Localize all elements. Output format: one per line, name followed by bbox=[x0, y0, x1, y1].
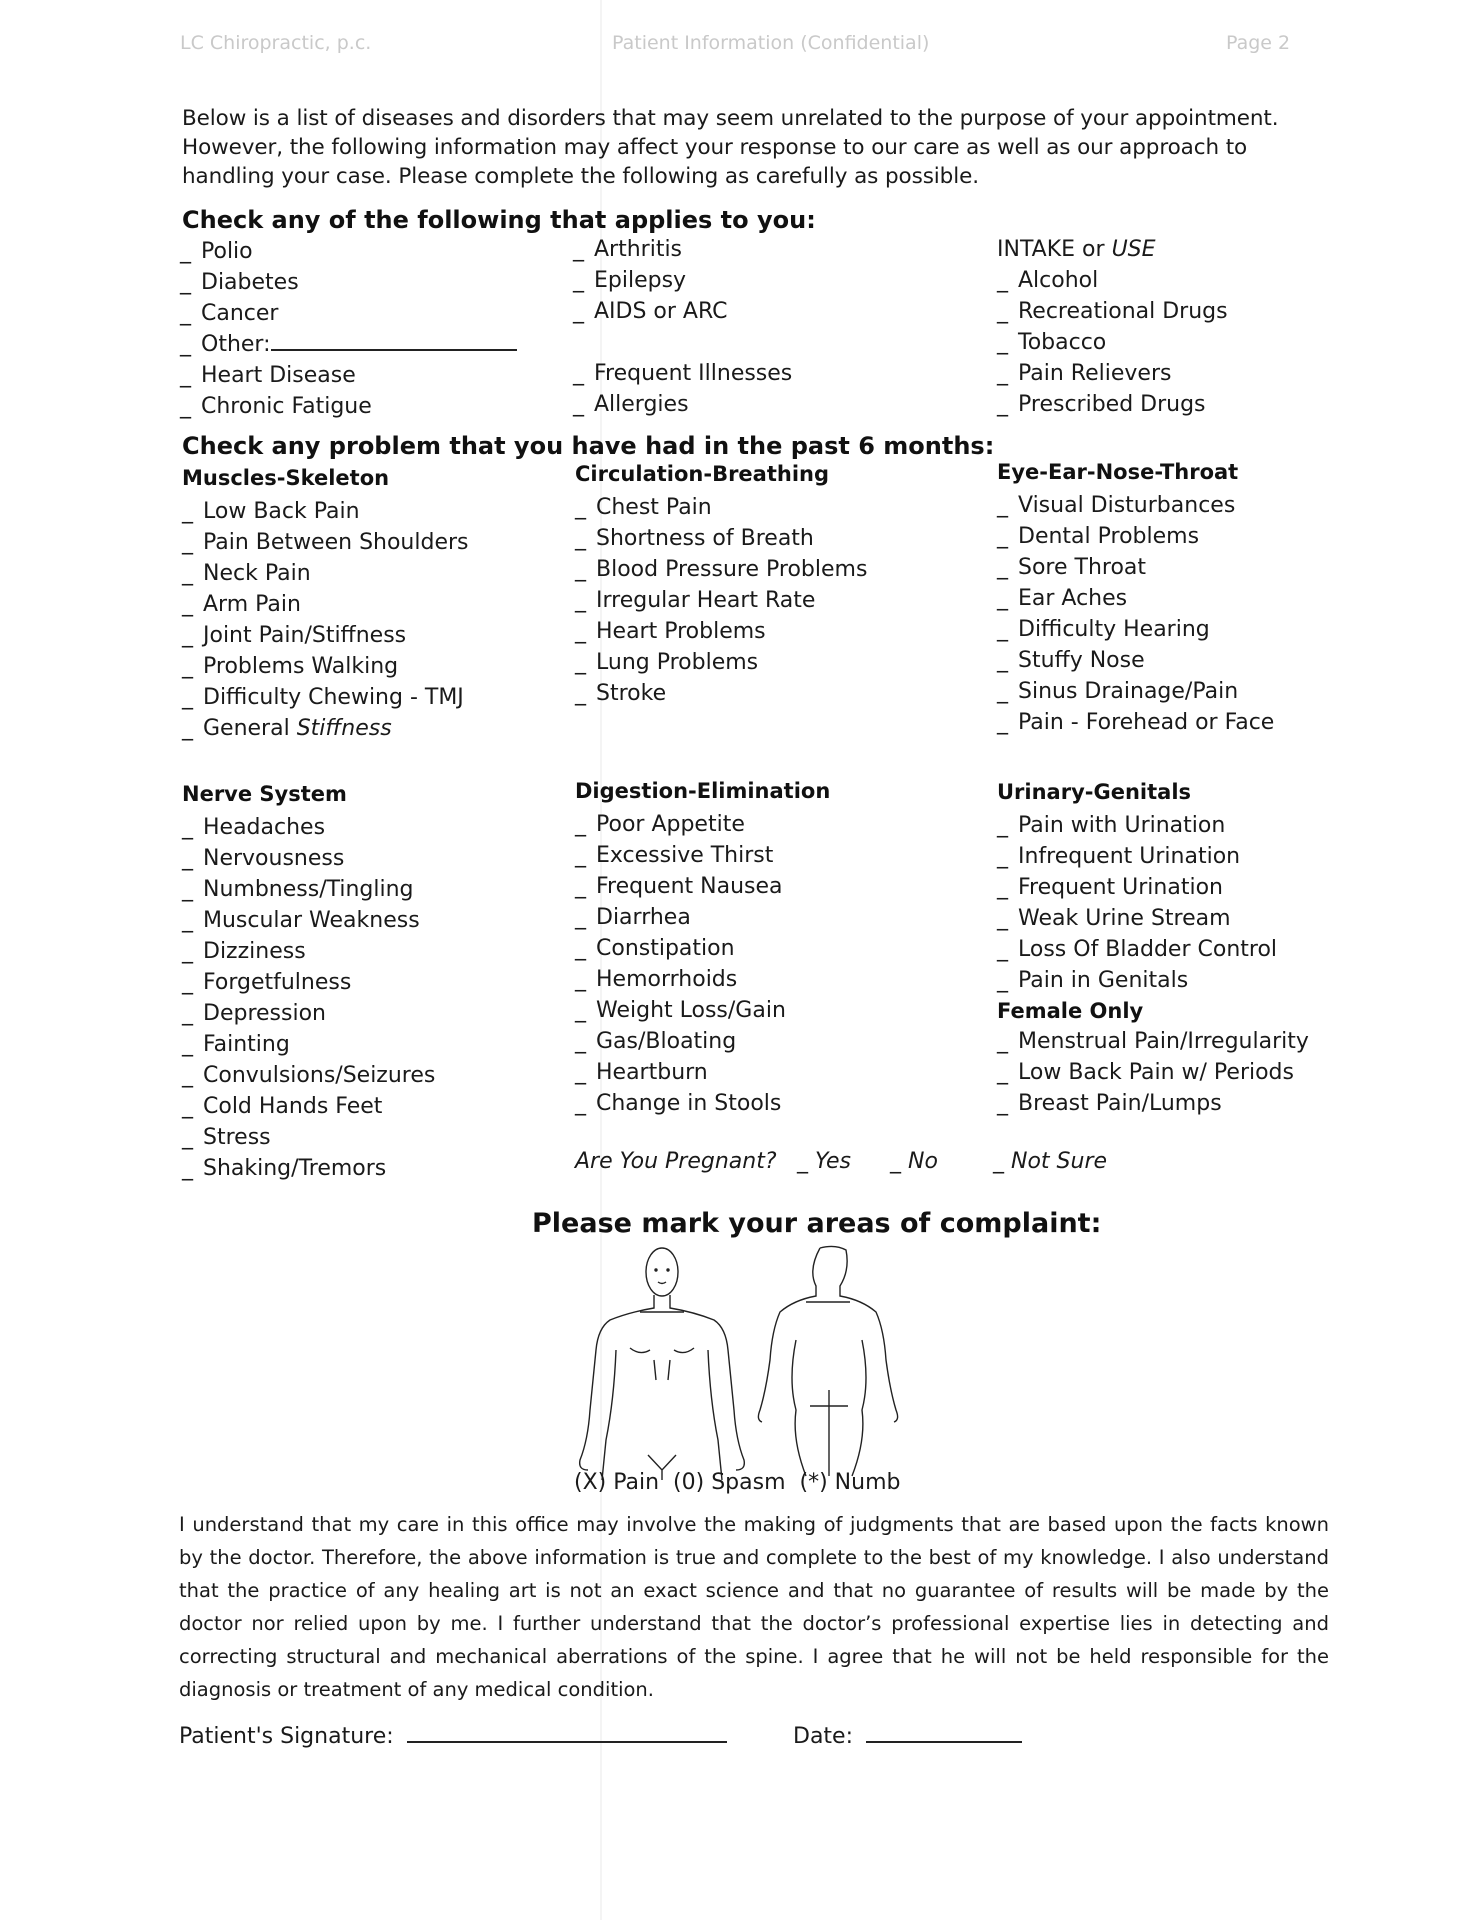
checkbox-general-stiffness[interactable]: _ General Stiffness bbox=[182, 716, 392, 741]
checkbox-alcohol[interactable]: _ Alcohol bbox=[997, 268, 1099, 293]
section1-col2 bbox=[573, 234, 792, 420]
checkbox-depression[interactable]: _ Depression bbox=[182, 1001, 326, 1026]
checkbox-other[interactable]: _ Other: bbox=[180, 329, 517, 360]
intake-heading: INTAKE or USE bbox=[997, 237, 1156, 262]
circulation-breathing-title: Circulation-Breathing bbox=[575, 462, 830, 486]
checkbox-problems-walking[interactable]: _ Problems Walking bbox=[182, 654, 399, 679]
checkbox-joint-pain[interactable]: _ Joint Pain/Stiffness bbox=[182, 623, 407, 648]
intro-paragraph: Below is a list of diseases and disorders that may seem unrelated to the purpose of your appointment. However, the following information may affect your response to our care as well as our approach to handling your case. Please complete the following as carefully as possible. bbox=[182, 106, 1279, 189]
pregnant-question: Are You Pregnant? bbox=[575, 1149, 777, 1174]
checkbox-shortness-of-breath[interactable]: _ Shortness of Breath bbox=[575, 526, 814, 551]
checkbox-cancer[interactable]: _ Cancer bbox=[180, 301, 279, 326]
body-diagram[interactable] bbox=[570, 1240, 910, 1480]
checkbox-shaking[interactable]: _ Shaking/Tremors bbox=[182, 1156, 387, 1181]
checkbox-stuffy-nose[interactable]: _ Stuffy Nose bbox=[997, 648, 1145, 673]
complaint-heading: Please mark your areas of complaint: bbox=[532, 1208, 1102, 1239]
checkbox-breast-pain[interactable]: _ Breast Pain/Lumps bbox=[997, 1091, 1222, 1116]
checkbox-difficulty-hearing[interactable]: _ Difficulty Hearing bbox=[997, 617, 1210, 642]
signature-field[interactable] bbox=[407, 1741, 727, 1743]
checkbox-frequent-illnesses[interactable]: _ Frequent Illnesses bbox=[573, 361, 793, 386]
checkbox-diarrhea[interactable]: _ Diarrhea bbox=[575, 905, 691, 930]
checkbox-heartburn[interactable]: _ Heartburn bbox=[575, 1060, 708, 1085]
urinary-title: Urinary-Genitals bbox=[997, 780, 1192, 804]
checkbox-dental-problems[interactable]: _ Dental Problems bbox=[997, 524, 1200, 549]
checkbox-numbness[interactable]: _ Numbness/Tingling bbox=[182, 877, 414, 902]
legend-numb: (*) Numb bbox=[799, 1470, 901, 1495]
checkbox-bladder-control[interactable]: _ Loss Of Bladder Control bbox=[997, 937, 1278, 962]
checkbox-headaches[interactable]: _ Headaches bbox=[182, 815, 326, 840]
checkbox-pain-urination[interactable]: _ Pain with Urination bbox=[997, 813, 1226, 838]
checkbox-lung-problems[interactable]: _ Lung Problems bbox=[575, 650, 759, 675]
checkbox-frequent-nausea[interactable]: _ Frequent Nausea bbox=[575, 874, 783, 899]
checkbox-tobacco[interactable]: _ Tobacco bbox=[997, 330, 1107, 355]
page-number: Page 2 bbox=[1226, 32, 1291, 54]
checkbox-muscular-weakness[interactable]: _ Muscular Weakness bbox=[182, 908, 420, 933]
checkbox-forgetfulness[interactable]: _ Forgetfulness bbox=[182, 970, 352, 995]
digestion-group bbox=[575, 779, 830, 1119]
checkbox-arthritis[interactable]: _ Arthritis bbox=[573, 237, 683, 262]
checkbox-visual-disturbances[interactable]: _ Visual Disturbances bbox=[997, 493, 1236, 518]
legend-spasm: (0) Spasm bbox=[673, 1470, 786, 1495]
checkbox-dizziness[interactable]: _ Dizziness bbox=[182, 939, 306, 964]
checkbox-aids-arc[interactable]: _ AIDS or ARC bbox=[573, 299, 728, 324]
checkbox-fainting[interactable]: _ Fainting bbox=[182, 1032, 290, 1057]
muscles-skeleton-title: Muscles-Skeleton bbox=[182, 466, 390, 490]
checkbox-constipation[interactable]: _ Constipation bbox=[575, 936, 735, 961]
checkbox-chest-pain[interactable]: _ Chest Pain bbox=[575, 495, 712, 520]
checkbox-weight-loss-gain[interactable]: _ Weight Loss/Gain bbox=[575, 998, 786, 1023]
eent-group bbox=[997, 460, 1274, 738]
checkbox-stroke[interactable]: _ Stroke bbox=[575, 681, 667, 706]
checkbox-gas-bloating[interactable]: _ Gas/Bloating bbox=[575, 1029, 737, 1054]
checkbox-low-back-pain[interactable]: _ Low Back Pain bbox=[182, 499, 360, 524]
signature-row bbox=[179, 1724, 727, 1749]
nerve-system-title: Nerve System bbox=[182, 782, 347, 806]
female-only-title: Female Only bbox=[997, 999, 1144, 1023]
date-label: Date: bbox=[793, 1724, 853, 1749]
checkbox-infrequent-urination[interactable]: _ Infrequent Urination bbox=[997, 844, 1241, 869]
checkbox-stress[interactable]: _ Stress bbox=[182, 1125, 271, 1150]
pregnant-no-option[interactable]: _ No bbox=[890, 1149, 938, 1174]
muscles-skeleton-group bbox=[182, 466, 469, 744]
checkbox-recreational-drugs[interactable]: _ Recreational Drugs bbox=[997, 299, 1228, 324]
digestion-title: Digestion-Elimination bbox=[575, 779, 831, 803]
section1-col1 bbox=[180, 236, 517, 422]
urinary-group bbox=[997, 780, 1309, 1119]
checkbox-blood-pressure[interactable]: _ Blood Pressure Problems bbox=[575, 557, 868, 582]
checkbox-epilepsy[interactable]: _ Epilepsy bbox=[573, 268, 687, 293]
checkbox-forehead-face-pain[interactable]: _ Pain - Forehead or Face bbox=[997, 710, 1275, 735]
circulation-breathing-group bbox=[575, 462, 867, 709]
nerve-system-group bbox=[182, 782, 435, 1184]
checkbox-allergies[interactable]: _ Allergies bbox=[573, 392, 689, 417]
section1-col3 bbox=[997, 234, 1228, 420]
body-front-icon bbox=[580, 1248, 745, 1480]
checkbox-heart-problems[interactable]: _ Heart Problems bbox=[575, 619, 766, 644]
pregnant-yes-option[interactable]: _ Yes bbox=[797, 1149, 852, 1174]
checkbox-arm-pain[interactable]: _ Arm Pain bbox=[182, 592, 301, 617]
other-input-line[interactable] bbox=[271, 349, 517, 351]
checkbox-polio[interactable]: _ Polio bbox=[180, 239, 253, 264]
checkbox-pain-relievers[interactable]: _ Pain Relievers bbox=[997, 361, 1172, 386]
legend-pain: (X) Pain bbox=[574, 1470, 660, 1495]
checkbox-change-in-stools[interactable]: _ Change in Stools bbox=[575, 1091, 782, 1116]
date-row bbox=[793, 1724, 1022, 1749]
checkbox-weak-urine-stream[interactable]: _ Weak Urine Stream bbox=[997, 906, 1231, 931]
checkbox-pain-genitals[interactable]: _ Pain in Genitals bbox=[997, 968, 1189, 993]
document-title: Patient Information (Confidential) bbox=[612, 32, 930, 54]
checkbox-chronic-fatigue[interactable]: _ Chronic Fatigue bbox=[180, 394, 372, 419]
checkbox-irregular-heart-rate[interactable]: _ Irregular Heart Rate bbox=[575, 588, 816, 613]
checkbox-menstrual-pain[interactable]: _ Menstrual Pain/Irregularity bbox=[997, 1029, 1309, 1054]
checkbox-cold-hands-feet[interactable]: _ Cold Hands Feet bbox=[182, 1094, 383, 1119]
practice-name: LC Chiropractic, p.c. bbox=[180, 32, 372, 54]
checkbox-neck-pain[interactable]: _ Neck Pain bbox=[182, 561, 311, 586]
checkbox-sinus-drainage[interactable]: _ Sinus Drainage/Pain bbox=[997, 679, 1239, 704]
checkbox-poor-appetite[interactable]: _ Poor Appetite bbox=[575, 812, 745, 837]
section1-heading: Check any of the following that applies to you: bbox=[182, 206, 816, 234]
signature-label: Patient's Signature: bbox=[179, 1724, 394, 1749]
date-field[interactable] bbox=[866, 1741, 1022, 1743]
checkbox-low-back-periods[interactable]: _ Low Back Pain w/ Periods bbox=[997, 1060, 1294, 1085]
checkbox-excessive-thirst[interactable]: _ Excessive Thirst bbox=[575, 843, 774, 868]
checkbox-difficulty-chewing[interactable]: _ Difficulty Chewing - TMJ bbox=[182, 685, 464, 710]
checkbox-frequent-urination[interactable]: _ Frequent Urination bbox=[997, 875, 1223, 900]
checkbox-prescribed-drugs[interactable]: _ Prescribed Drugs bbox=[997, 392, 1206, 417]
checkbox-hemorrhoids[interactable]: _ Hemorrhoids bbox=[575, 967, 738, 992]
checkbox-sore-throat[interactable]: _ Sore Throat bbox=[997, 555, 1147, 580]
pregnant-not-sure-option[interactable]: _ Not Sure bbox=[993, 1149, 1108, 1174]
agreement-paragraph: I understand that my care in this office may involve the making of judgments that are based upon the facts known by the doctor. Therefore, the above information is true and complete to the best of my knowledge. I also understand that the practice of any healing art is not an exact science and that no guarantee of results will be made by the doctor nor relied upon by me. I further understand that the doctor’s professional expertise lies in detecting and correcting structural and mechanical aberrations of the spine. I agree that he will not be held responsible for the diagnosis or treatment of any medical condition. bbox=[179, 1513, 1329, 1701]
section2-heading: Check any problem that you have had in the past 6 months: bbox=[182, 432, 995, 460]
checkbox-nervousness[interactable]: _ Nervousness bbox=[182, 846, 345, 871]
complaint-legend bbox=[574, 1470, 900, 1495]
checkbox-convulsions[interactable]: _ Convulsions/Seizures bbox=[182, 1063, 436, 1088]
checkbox-ear-aches[interactable]: _ Ear Aches bbox=[997, 586, 1128, 611]
spacer bbox=[573, 327, 792, 358]
eent-title: Eye-Ear-Nose-Throat bbox=[997, 460, 1239, 484]
checkbox-diabetes[interactable]: _ Diabetes bbox=[180, 270, 299, 295]
checkbox-pain-between-shoulders[interactable]: _ Pain Between Shoulders bbox=[182, 530, 469, 555]
body-back-icon bbox=[758, 1246, 897, 1476]
checkbox-heart-disease[interactable]: _ Heart Disease bbox=[180, 363, 356, 388]
